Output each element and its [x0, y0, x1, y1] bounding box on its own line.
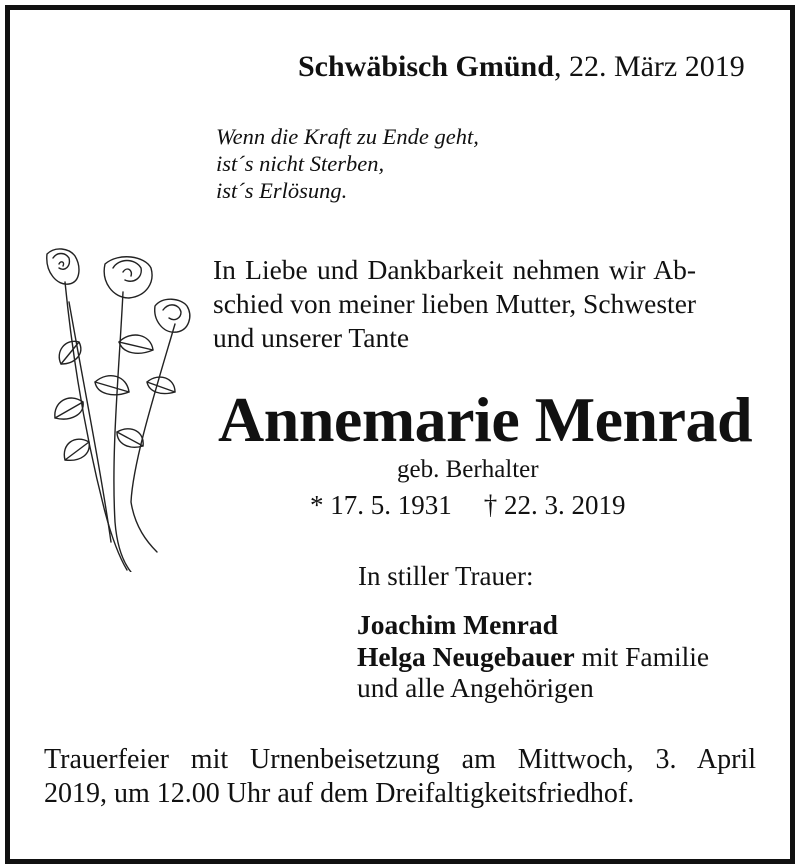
- poem-line: ist´s Erlösung.: [216, 178, 348, 203]
- place-date-line: [298, 50, 745, 84]
- mourner-name: Helga Neugebauer: [357, 640, 575, 672]
- funeral-line: 2019, um 12.00 Uhr auf dem Dreifaltigkeitsfriedhof.: [44, 778, 635, 809]
- mourner-entry: [357, 609, 709, 641]
- maiden-name: geb. Berhalter: [397, 456, 539, 483]
- mourner-name: Joachim Menrad: [357, 609, 558, 640]
- intro-line: und unserer Tante: [213, 322, 410, 353]
- poem-line: ist´s nicht Sterben,: [216, 151, 385, 176]
- life-dates: [310, 490, 626, 521]
- mourner-entry: [357, 641, 709, 673]
- mourners-closing: und alle Angehörigen: [357, 672, 594, 703]
- intro-line: In Liebe und Dankbarkeit nehmen wir Ab-: [213, 254, 697, 285]
- death-date: † 22. 3. 2019: [483, 490, 626, 520]
- deceased-name: Annemarie Menrad: [218, 384, 753, 455]
- intro-text: [213, 253, 696, 355]
- mourners-list: [357, 609, 709, 704]
- roses-icon: [35, 242, 195, 572]
- mourning-heading: In stiller Trauer:: [358, 561, 534, 591]
- funeral-line: Trauerfeier mit Urnenbeisetzung am Mittwoch, 3. April: [44, 744, 756, 775]
- intro-line: schied von meiner lieben Mutter, Schwester: [213, 288, 697, 319]
- place-name: Schwäbisch Gmünd: [298, 50, 554, 83]
- funeral-notice: [44, 743, 756, 811]
- birth-date: * 17. 5. 1931: [310, 490, 452, 520]
- mourner-suffix: mit Familie: [574, 640, 710, 672]
- poem-verse: [216, 123, 479, 204]
- notice-date: , 22. März 2019: [553, 50, 745, 83]
- poem-line: Wenn die Kraft zu Ende geht,: [216, 124, 479, 149]
